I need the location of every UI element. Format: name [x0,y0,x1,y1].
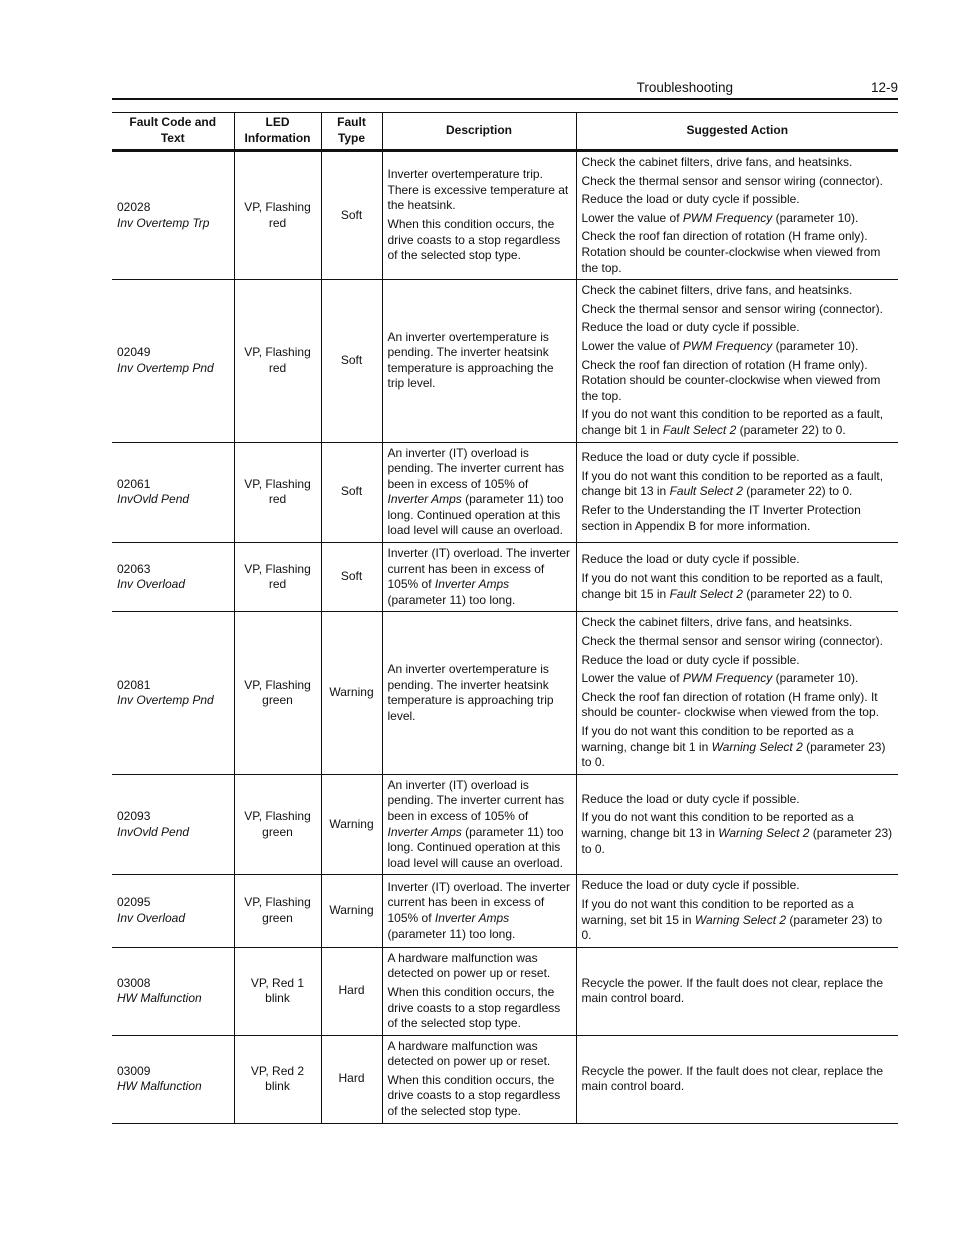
action-paragraph [582,339,894,355]
led-info-cell [234,543,321,612]
table-row [112,774,898,875]
suggested-action-cell [576,774,898,875]
text-segment: Reduce the load or duty cycle if possible. [581,791,800,806]
text-segment: Check the cabinet filters, drive fans, and heatsinks. [581,615,853,630]
description-paragraph [388,1039,571,1070]
suggested-action-cell [576,280,898,442]
page-number: 12-9 [870,80,898,95]
text-segment: When this condition occurs, the drive coasts to a stop regardless of the selected stop type. [387,217,561,263]
fault-code-cell [112,151,234,280]
column-header-description: Description [382,113,576,151]
fault-code: 02049 [117,345,151,360]
text-segment: Check the cabinet filters, drive fans, and heatsinks. [581,155,853,169]
text-segment: (parameter 11) too long. Continued operation at this load level will cause an overload. [387,824,564,870]
description-paragraph [388,330,571,392]
description-cell [382,442,576,543]
text-segment: If you do not want this condition to be reported as a fault, change bit 15 in [581,570,884,601]
parameter-name: Fault Select 2 [669,484,743,499]
action-paragraph [582,469,894,500]
fault-type: Warning [329,685,374,700]
parameter-name: PWM Frequency [682,671,773,686]
action-paragraph [582,653,894,669]
fault-code-cell [112,875,234,947]
led-info-cell [234,947,321,1035]
text-segment: A hardware malfunction was detected on power up or reset. [387,950,551,981]
text-segment: Inverter (IT) overload. The inverter current has been in excess of 105% of [387,546,571,592]
parameter-name: Inverter Amps [434,911,510,926]
fault-code: 03008 [117,975,151,990]
text-segment: Reduce the load or duty cycle if possible. [581,450,800,465]
fault-type-cell [321,1035,382,1123]
column-header-led: LED Information [234,113,321,151]
fault-code-cell [112,280,234,442]
parameter-name: Inverter Amps [387,492,462,507]
led-info: VP, Red 2 blink [250,1063,305,1094]
text-segment: (parameter 22) to 0. [742,484,853,499]
text-segment: Check the roof fan direction of rotation (H frame only). Rotation should be counter-clockwise when viewed from the top. [581,229,881,275]
parameter-name: Warning Select 2 [694,912,787,927]
led-info-cell [234,774,321,875]
fault-type-cell [321,543,382,612]
fault-text: Inv Overtemp Pnd [117,360,214,375]
table-row [112,151,898,280]
fault-type: Hard [338,1071,365,1086]
action-paragraph [582,174,894,190]
action-paragraph [582,792,894,808]
table-row [112,612,898,774]
action-paragraph [582,634,894,650]
description-cell [382,543,576,612]
suggested-action-cell [576,612,898,774]
description-cell [382,612,576,774]
text-segment: (parameter 23) to 0. [581,826,893,856]
suggested-action-cell [576,151,898,280]
description-cell [382,1035,576,1123]
parameter-name: PWM Frequency [682,338,773,353]
text-segment: An inverter (IT) overload is pending. The inverter current has been in excess of 105% of [387,445,565,491]
parameter-name: Warning Select 2 [718,826,810,841]
fault-type-cell [321,151,382,280]
action-paragraph [582,671,894,687]
action-paragraph [582,615,894,631]
action-paragraph [582,878,894,894]
table-row [112,947,898,1035]
fault-type-cell [321,947,382,1035]
parameter-name: PWM Frequency [682,210,773,225]
text-segment: Reduce the load or duty cycle if possible. [581,192,800,207]
led-info: VP, Flashing red [244,561,311,592]
fault-code-cell [112,774,234,875]
parameter-name: Inverter Amps [387,824,462,839]
text-segment: Recycle the power. If the fault does not clear, replace the main control board. [581,1063,884,1094]
text-segment: Lower the value of [581,338,683,353]
fault-code-cell [112,442,234,543]
fault-type-cell [321,774,382,875]
parameter-name: Inverter Amps [434,577,510,592]
text-segment: (parameter 11) too long. [387,926,516,941]
action-paragraph [582,503,894,534]
text-segment: An inverter overtemperature is pending. The inverter heatsink temperature is approaching trip level. [387,661,554,723]
text-segment: If you do not want this condition to be reported as a fault, change bit 1 in [581,407,884,437]
fault-code: 03009 [117,1063,151,1078]
suggested-action-cell [576,1035,898,1123]
parameter-name: Fault Select 2 [662,422,737,437]
fault-code: 02063 [117,561,151,576]
description-paragraph [388,778,571,872]
text-segment: Check the thermal sensor and sensor wiring (connector). [581,634,883,649]
led-info-cell [234,875,321,947]
description-cell [382,774,576,875]
description-cell [382,947,576,1035]
fault-code: 02093 [117,808,151,823]
fault-type: Warning [329,903,374,918]
fault-type-cell [321,612,382,774]
led-info: VP, Flashing red [244,345,311,375]
led-info: VP, Red 1 blink [250,975,305,1006]
action-paragraph [582,552,894,568]
led-info: VP, Flashing green [244,895,311,926]
action-paragraph [582,450,894,466]
led-info: VP, Flashing red [244,199,311,230]
description-cell [382,151,576,280]
fault-code-cell [112,543,234,612]
led-info-cell [234,1035,321,1123]
fault-code: 02061 [117,476,151,491]
description-paragraph [388,1073,571,1120]
action-paragraph [582,690,894,721]
description-paragraph [388,662,571,724]
led-info: VP, Flashing green [244,677,311,708]
action-paragraph [582,192,894,208]
action-paragraph [582,724,894,771]
description-paragraph [388,985,571,1032]
text-segment: When this condition occurs, the drive coasts to a stop regardless of the selected stop type. [387,984,561,1031]
action-paragraph [582,302,894,318]
text-segment: Reduce the load or duty cycle if possible. [581,320,800,335]
table-row [112,280,898,442]
description-paragraph [388,167,571,214]
led-info: VP, Flashing red [244,476,311,507]
text-segment: Inverter (IT) overload. The inverter current has been in excess of 105% of [387,879,571,926]
text-segment: (parameter 11) too long. Continued operation at this load level will cause an overload. [387,492,564,538]
description-paragraph [388,546,571,608]
section-title: Troubleshooting [636,80,733,95]
suggested-action-cell [576,442,898,543]
text-segment: When this condition occurs, the drive coasts to a stop regardless of the selected stop type. [387,1072,561,1119]
fault-type-cell [321,442,382,543]
fault-type: Soft [340,353,363,368]
fault-text: Inv Overtemp Trp [117,215,210,230]
text-segment: Check the roof fan direction of rotation (H frame only). Rotation should be counter-clockwise when viewed from the top. [581,357,881,403]
text-segment: Check the thermal sensor and sensor wiring (connector). [581,173,883,188]
fault-type: Soft [340,484,363,499]
text-segment: Reduce the load or duty cycle if possible. [581,552,800,567]
fault-type: Soft [340,207,363,222]
led-info-cell [234,612,321,774]
action-paragraph [582,229,894,276]
action-paragraph [582,211,894,227]
text-segment: Lower the value of [581,671,683,686]
fault-code: 02028 [117,199,151,214]
fault-type: Warning [329,816,374,831]
action-paragraph [582,571,894,602]
text-segment: (parameter 23) to 0. [581,739,886,770]
fault-code-cell [112,1035,234,1123]
fault-text: Inv Overload [117,577,186,592]
fault-text: InvOvld Pend [117,824,190,839]
text-segment: (parameter 11) too long. [387,592,516,607]
led-info: VP, Flashing green [244,808,311,839]
column-header-action: Suggested Action [576,113,898,151]
action-paragraph [582,283,894,299]
description-paragraph [388,217,571,264]
text-segment: (parameter 22) to 0. [742,586,853,601]
description-paragraph [388,446,571,540]
action-paragraph [582,810,894,857]
text-segment: Reduce the load or duty cycle if possible. [581,878,800,893]
table-row [112,543,898,612]
text-segment: An inverter (IT) overload is pending. The inverter current has been in excess of 105% of [387,777,565,823]
text-segment: Inverter overtemperature trip. There is excessive temperature at the heatsink. [387,167,569,213]
text-segment: If you do not want this condition to be reported as a warning, change bit 1 in [581,724,854,754]
fault-text: Inv Overload [117,911,186,926]
fault-type-cell [321,875,382,947]
text-segment: Check the roof fan direction of rotation (H frame only). It should be counter- clockwise when viewed from the top. [581,689,879,720]
table-row [112,442,898,543]
text-segment: Lower the value of [581,210,683,225]
page-header [112,80,898,100]
action-paragraph [582,358,894,405]
fault-code: 02095 [117,895,151,910]
text-segment: (parameter 10). [772,338,859,353]
fault-table-body [112,151,898,1124]
fault-text: InvOvld Pend [117,492,190,507]
text-segment: An inverter overtemperature is pending. The inverter heatsink temperature is approaching the trip level. [387,329,554,391]
fault-code-cell [112,947,234,1035]
led-info-cell [234,151,321,280]
fault-text: Inv Overtemp Pnd [117,693,214,708]
table-row [112,875,898,947]
suggested-action-cell [576,875,898,947]
suggested-action-cell [576,947,898,1035]
description-cell [382,280,576,442]
table-header-row [112,113,898,151]
fault-table [112,112,898,1124]
action-paragraph [582,155,894,171]
text-segment: If you do not want this condition to be reported as a warning, set bit 15 in [581,896,854,927]
fault-type: Soft [340,569,363,584]
fault-text: HW Malfunction [117,1079,202,1094]
action-paragraph [582,407,894,438]
text-segment: Refer to the Understanding the IT Inverter Protection section in Appendix B for more information. [581,503,861,533]
led-info-cell [234,280,321,442]
column-header-code: Fault Code and Text [112,113,234,151]
text-segment: (parameter 22) to 0. [736,422,846,437]
led-info-cell [234,442,321,543]
text-segment: (parameter 10). [772,210,859,225]
text-segment: (parameter 10). [772,671,859,686]
text-segment: Reduce the load or duty cycle if possible. [581,652,800,667]
action-paragraph [582,976,894,1007]
action-paragraph [582,320,894,336]
text-segment: If you do not want this condition to be reported as a fault, change bit 13 in [581,468,884,499]
parameter-name: Fault Select 2 [669,586,743,601]
fault-code: 02081 [117,677,151,692]
text-segment: Recycle the power. If the fault does not clear, replace the main control board. [581,975,884,1006]
description-paragraph [388,880,571,942]
suggested-action-cell [576,543,898,612]
text-segment: Check the thermal sensor and sensor wiring (connector). [581,301,883,316]
action-paragraph [582,897,894,944]
action-paragraph [582,1064,894,1095]
text-segment: (parameter 23) to 0. [581,912,883,943]
fault-text: HW Malfunction [117,991,202,1006]
description-paragraph [388,951,571,982]
text-segment: If you do not want this condition to be reported as a warning, change bit 13 in [581,810,854,841]
text-segment: A hardware malfunction was detected on power up or reset. [387,1038,551,1069]
text-segment: Check the cabinet filters, drive fans, and heatsinks. [581,283,853,298]
parameter-name: Warning Select 2 [711,739,803,754]
column-header-type: Fault Type [321,113,382,151]
description-cell [382,875,576,947]
fault-type: Hard [338,983,365,998]
fault-type-cell [321,280,382,442]
fault-code-cell [112,612,234,774]
table-row [112,1035,898,1123]
